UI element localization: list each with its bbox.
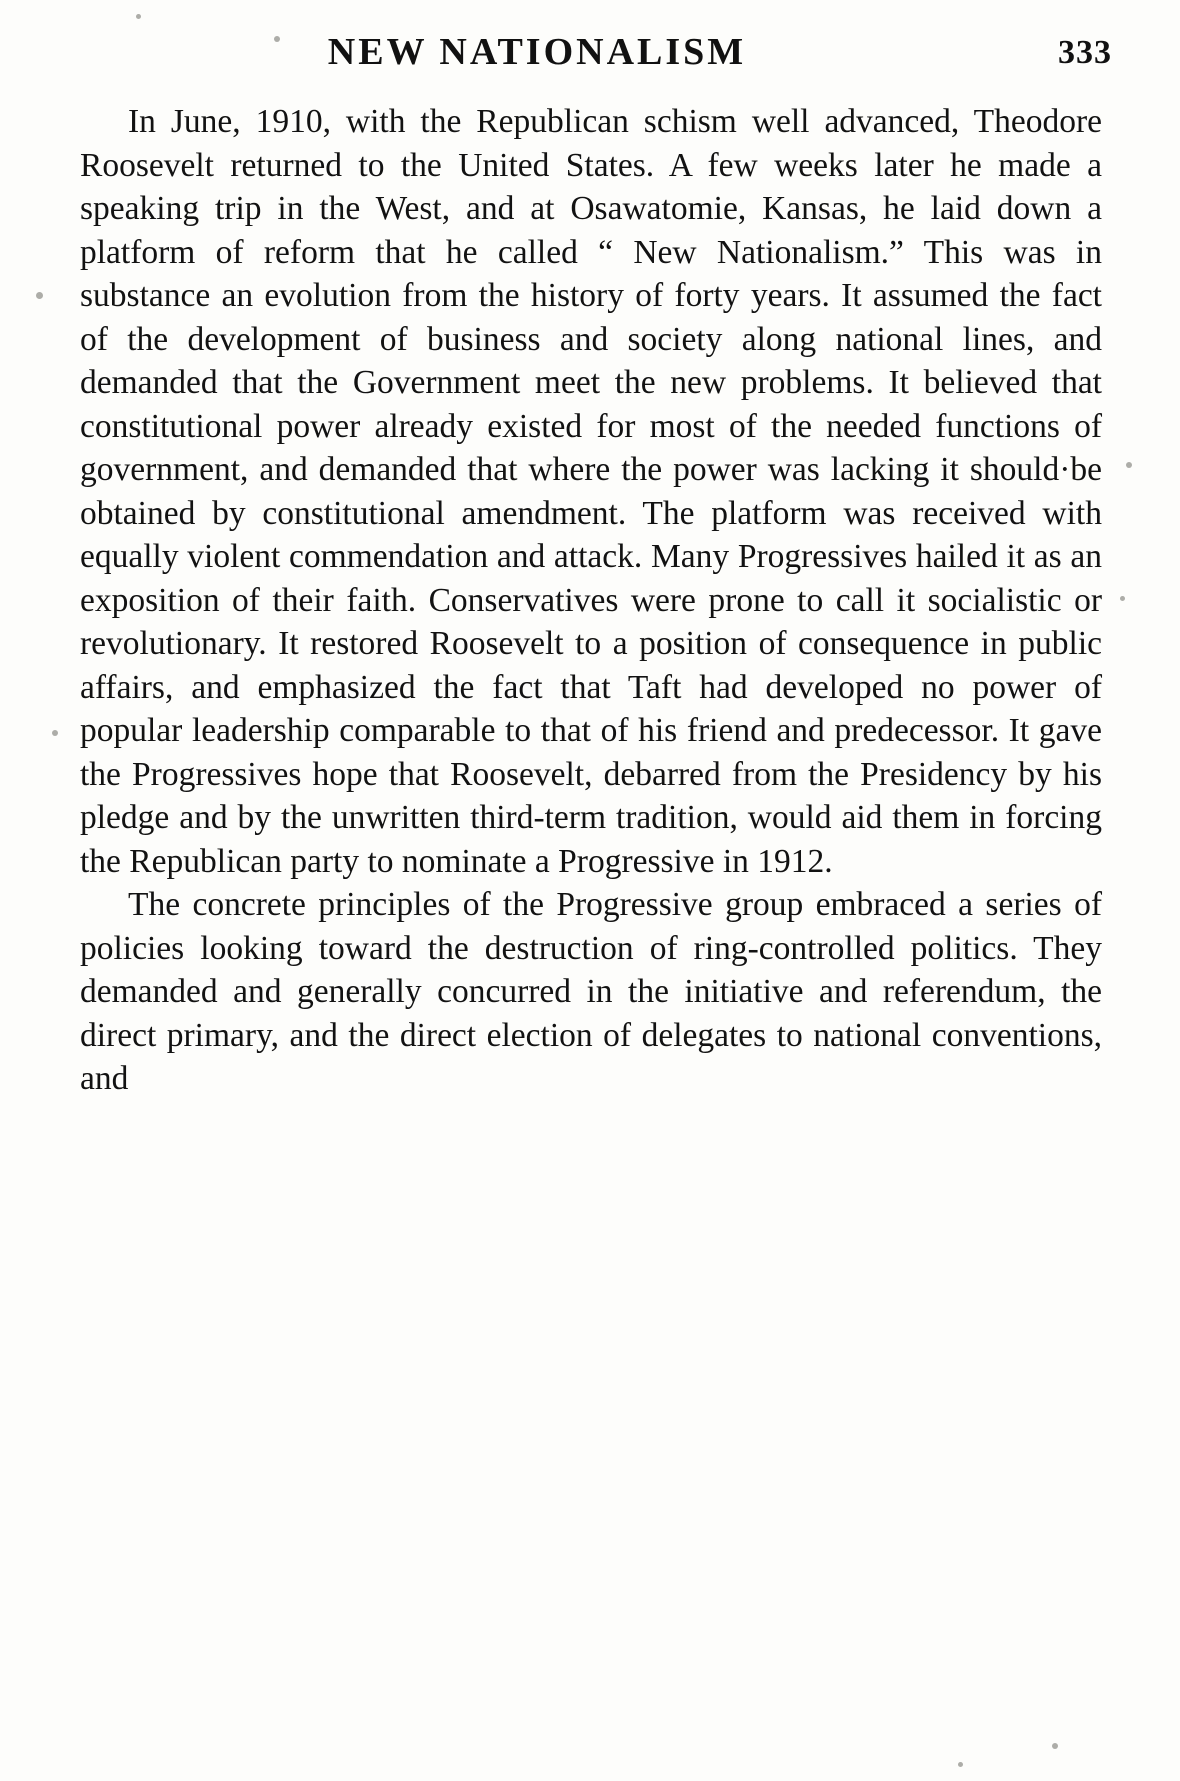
page-speckle — [136, 14, 141, 19]
page-speckle — [52, 730, 58, 736]
running-head: NEW NATIONALISM — [327, 31, 747, 73]
page-number: 333 — [1058, 34, 1112, 71]
page-header — [72, 30, 1112, 90]
page-body — [80, 100, 1102, 1101]
paragraph: In June, 1910, with the Republican schism well advanced, Theodore Roosevelt returned to the United States. A few weeks later he made a speaking trip in the West, and at Osawatomie, Kansas, he laid down a platform of reform that he called “ New Nationalism.” This was in substance an evolution from the history of forty years. It assumed the fact of the development of business and society along national lines, and demanded that the Government meet the new problems. It believed that constitutional power already existed for most of the needed functions of government, and demanded that where the power was lacking it should·be obtained by constitutional amendment. The platform was received with equally violent commendation and attack. Many Progressives hailed it as an exposition of their faith. Conservatives were prone to call it socialistic or revolutionary. It restored Roosevelt to a position of consequence in public affairs, and emphasized the fact that Taft had developed no power of popular leadership comparable to that of his friend and predecessor. It gave the Progressives hope that Roosevelt, debarred from the Presidency by his pledge and by the unwritten third-term tradition, would aid them in forcing the Republican party to nominate a Progressive in 1912. — [80, 103, 1102, 880]
page-speckle — [36, 292, 43, 299]
page-speckle — [958, 1762, 963, 1767]
page-speckle — [1120, 596, 1125, 601]
paragraph: The concrete principles of the Progressive group embraced a series of policies looking toward the destruction of ring-controlled politics. They demanded and generally concurred in the initiative and referendum, the direct primary, and the direct election of delegates to national conventions, and — [80, 886, 1102, 1097]
page-speckle — [1126, 462, 1132, 468]
page-speckle — [1052, 1743, 1058, 1749]
